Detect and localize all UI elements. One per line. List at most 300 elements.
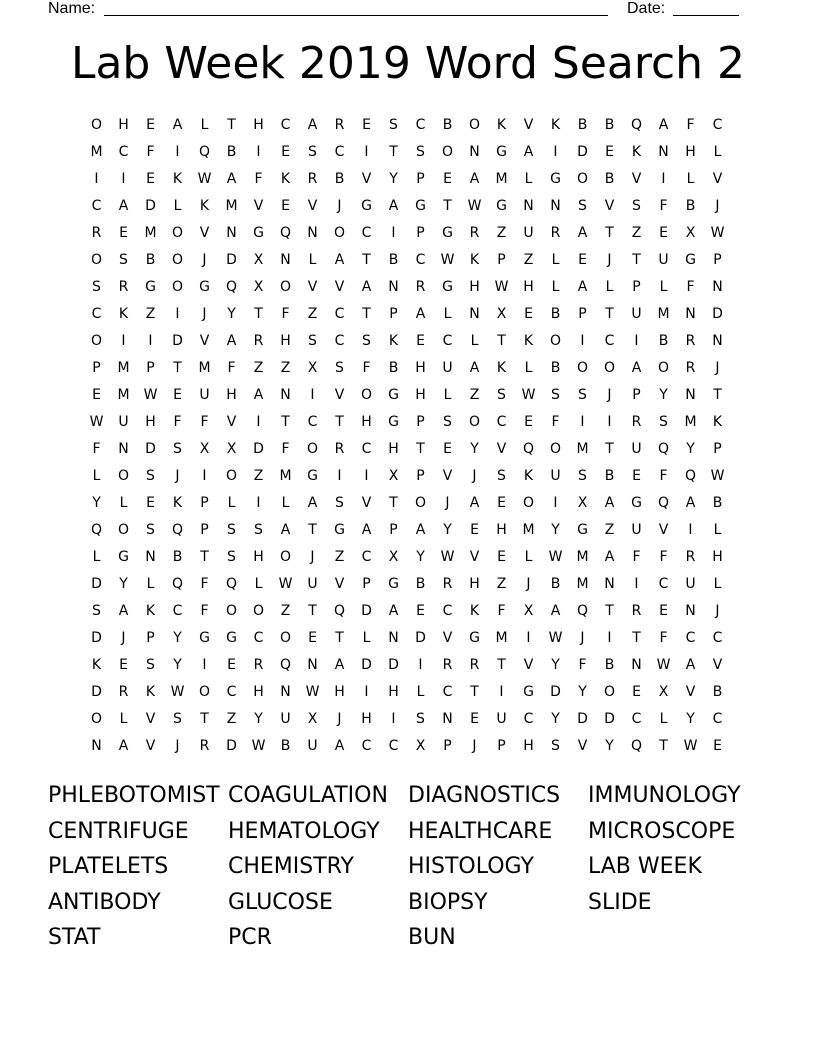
grid-letter: U — [442, 360, 453, 376]
word-list-item: HEALTHCARE — [408, 818, 553, 844]
grid-letter: U — [118, 414, 129, 430]
grid-letter: N — [469, 306, 480, 322]
grid-letter: I — [499, 684, 504, 700]
grid-letter: C — [334, 333, 345, 349]
grid-letter: O — [117, 522, 130, 538]
grid-letter: H — [253, 549, 264, 565]
grid-letter: O — [252, 603, 265, 619]
grid-letter: A — [388, 198, 399, 214]
grid-letter: F — [281, 441, 290, 457]
grid-letter: C — [334, 306, 345, 322]
grid-row — [83, 274, 733, 301]
grid-letter: F — [362, 360, 371, 376]
grid-letter: K — [145, 684, 156, 700]
grid-letter: H — [523, 279, 534, 295]
grid-letter: Z — [334, 549, 345, 565]
grid-row — [83, 463, 733, 490]
grid-letter: M — [576, 441, 589, 457]
grid-letter: M — [279, 468, 292, 484]
word-list-item: BUN — [408, 925, 456, 950]
grid-letter: I — [553, 495, 558, 511]
grid-letter: B — [604, 657, 615, 673]
grid-letter: T — [416, 441, 425, 457]
grid-letter: P — [200, 495, 209, 511]
grid-letter: E — [497, 495, 506, 511]
name-field-line — [104, 15, 608, 16]
grid-letter: P — [416, 468, 425, 484]
grid-letter: B — [280, 738, 291, 754]
grid-letter: O — [171, 279, 184, 295]
grid-letter: J — [715, 198, 720, 214]
grid-letter: Y — [119, 576, 128, 592]
grid-letter: S — [443, 414, 452, 430]
grid-letter: Z — [226, 711, 237, 727]
grid-letter: V — [469, 549, 480, 565]
grid-letter: L — [254, 576, 263, 592]
grid-letter: K — [91, 657, 102, 673]
grid-letter: I — [148, 333, 153, 349]
grid-letter: P — [578, 306, 587, 322]
grid-letter: D — [577, 711, 588, 727]
grid-letter: V — [334, 279, 345, 295]
grid-letter: M — [576, 576, 589, 592]
grid-letter: B — [145, 252, 156, 268]
grid-letter: T — [173, 360, 182, 376]
grid-letter: L — [659, 711, 668, 727]
grid-letter: E — [146, 495, 155, 511]
grid-letter: W — [251, 738, 266, 754]
grid-letter: S — [119, 252, 128, 268]
grid-letter: P — [416, 225, 425, 241]
grid-letter: J — [472, 738, 477, 754]
grid-letter: M — [657, 306, 670, 322]
grid-letter: F — [659, 468, 668, 484]
grid-letter: D — [712, 306, 723, 322]
grid-letter: F — [659, 198, 668, 214]
grid-letter: I — [391, 711, 396, 727]
grid-letter: I — [418, 657, 423, 673]
grid-letter: S — [578, 198, 587, 214]
grid-letter: H — [388, 441, 399, 457]
grid-letter: W — [710, 225, 725, 241]
grid-letter: J — [445, 495, 450, 511]
grid-letter: P — [632, 279, 641, 295]
grid-letter: Y — [686, 711, 695, 727]
grid-row — [83, 544, 733, 571]
grid-letter: J — [607, 252, 612, 268]
grid-row — [83, 301, 733, 328]
grid-letter: L — [416, 684, 425, 700]
name-label: Name: — [48, 0, 96, 17]
grid-letter: X — [388, 468, 399, 484]
grid-letter: A — [307, 495, 318, 511]
grid-letter: B — [577, 117, 588, 133]
grid-letter: I — [688, 522, 693, 538]
grid-letter: A — [226, 171, 237, 187]
grid-letter: L — [173, 198, 182, 214]
grid-letter: J — [715, 360, 720, 376]
grid-letter: C — [91, 198, 102, 214]
grid-letter: K — [550, 117, 561, 133]
grid-letter: K — [496, 117, 507, 133]
grid-letter: W — [197, 171, 212, 187]
grid-letter: Q — [630, 738, 643, 754]
grid-letter: L — [659, 279, 668, 295]
grid-letter: E — [470, 711, 479, 727]
grid-letter: F — [281, 306, 290, 322]
word-list — [48, 780, 768, 958]
grid-row — [83, 247, 733, 274]
grid-letter: D — [145, 441, 156, 457]
grid-row — [83, 652, 733, 679]
grid-letter: A — [307, 117, 318, 133]
grid-letter: L — [524, 171, 533, 187]
grid-letter: B — [388, 360, 399, 376]
grid-letter: N — [685, 387, 696, 403]
grid-letter: W — [683, 738, 698, 754]
grid-letter: R — [469, 657, 480, 673]
grid-letter: B — [550, 306, 561, 322]
grid-letter: N — [550, 198, 561, 214]
grid-letter: A — [118, 603, 129, 619]
grid-letter: F — [200, 603, 209, 619]
grid-letter: G — [226, 630, 237, 646]
grid-letter: J — [607, 387, 612, 403]
grid-letter: Q — [279, 225, 292, 241]
grid-letter: H — [388, 684, 399, 700]
grid-letter: S — [173, 441, 182, 457]
grid-letter: H — [226, 387, 237, 403]
grid-letter: I — [634, 576, 639, 592]
grid-letter: K — [523, 468, 534, 484]
grid-letter: R — [442, 576, 453, 592]
grid-letter: S — [659, 414, 668, 430]
grid-letter: C — [685, 630, 696, 646]
grid-letter: G — [253, 225, 264, 241]
grid-letter: C — [658, 576, 669, 592]
grid-letter: T — [362, 252, 371, 268]
grid-letter: V — [523, 657, 534, 673]
grid-letter: K — [199, 198, 210, 214]
grid-letter: Q — [630, 117, 643, 133]
grid-letter: I — [310, 387, 315, 403]
grid-letter: W — [548, 630, 563, 646]
grid-letter: I — [121, 171, 126, 187]
grid-letter: P — [443, 738, 452, 754]
grid-letter: A — [469, 495, 480, 511]
grid-letter: O — [279, 279, 292, 295]
grid-letter: P — [389, 306, 398, 322]
grid-letter: D — [91, 684, 102, 700]
grid-row — [83, 490, 733, 517]
grid-letter: N — [280, 387, 291, 403]
grid-letter: V — [361, 495, 372, 511]
grid-letter: E — [632, 468, 641, 484]
grid-letter: V — [307, 198, 318, 214]
grid-letter: T — [605, 306, 614, 322]
grid-letter: R — [307, 171, 318, 187]
grid-row — [83, 139, 733, 166]
grid-letter: A — [550, 603, 561, 619]
grid-letter: V — [199, 225, 210, 241]
grid-letter: S — [416, 144, 425, 160]
grid-letter: D — [388, 657, 399, 673]
grid-letter: W — [548, 549, 563, 565]
grid-letter: J — [202, 306, 207, 322]
grid-letter: M — [144, 225, 157, 241]
grid-letter: Z — [496, 225, 507, 241]
grid-letter: C — [604, 333, 615, 349]
grid-letter: R — [334, 441, 345, 457]
grid-letter: O — [171, 225, 184, 241]
grid-letter: T — [308, 522, 317, 538]
grid-letter: I — [256, 495, 261, 511]
grid-letter: R — [199, 738, 210, 754]
grid-letter: L — [281, 495, 290, 511]
grid-row — [83, 355, 733, 382]
grid-letter: I — [580, 333, 585, 349]
grid-letter: L — [146, 576, 155, 592]
grid-letter: E — [281, 144, 290, 160]
grid-row — [83, 166, 733, 193]
grid-letter: S — [362, 333, 371, 349]
grid-letter: Z — [280, 360, 291, 376]
grid-letter: G — [496, 144, 507, 160]
grid-letter: T — [389, 144, 398, 160]
grid-letter: O — [90, 333, 103, 349]
grid-letter: G — [118, 549, 129, 565]
grid-letter: W — [440, 252, 455, 268]
grid-letter: I — [364, 468, 369, 484]
grid-letter: T — [659, 738, 668, 754]
grid-letter: H — [523, 738, 534, 754]
grid-letter: T — [335, 414, 344, 430]
grid-letter: P — [146, 360, 155, 376]
grid-letter: P — [713, 441, 722, 457]
grid-letter: F — [659, 630, 668, 646]
grid-letter: B — [712, 495, 723, 511]
grid-letter: A — [415, 522, 426, 538]
grid-letter: V — [577, 738, 588, 754]
grid-letter: A — [604, 549, 615, 565]
grid-letter: X — [577, 495, 588, 511]
grid-letter: O — [360, 387, 373, 403]
grid-letter: K — [172, 171, 183, 187]
grid-letter: T — [605, 441, 614, 457]
grid-letter: S — [227, 522, 236, 538]
grid-letter: K — [496, 360, 507, 376]
grid-letter: W — [656, 657, 671, 673]
grid-letter: I — [607, 414, 612, 430]
grid-letter: X — [199, 441, 210, 457]
grid-letter: U — [523, 225, 534, 241]
grid-letter: E — [92, 387, 101, 403]
grid-letter: T — [200, 549, 209, 565]
grid-letter: S — [308, 333, 317, 349]
grid-letter: O — [90, 252, 103, 268]
grid-letter: Z — [523, 252, 534, 268]
grid-letter: D — [253, 441, 264, 457]
grid-letter: Y — [227, 306, 236, 322]
grid-letter: V — [307, 279, 318, 295]
grid-letter: V — [145, 738, 156, 754]
grid-letter: F — [686, 279, 695, 295]
grid-letter: M — [225, 198, 238, 214]
grid-letter: M — [117, 360, 130, 376]
grid-letter: T — [389, 495, 398, 511]
grid-letter: A — [334, 738, 345, 754]
word-list-item: HISTOLOGY — [408, 854, 534, 879]
grid-letter: Q — [225, 576, 238, 592]
grid-letter: B — [226, 144, 237, 160]
grid-letter: L — [362, 630, 371, 646]
grid-letter: A — [361, 522, 372, 538]
grid-letter: H — [469, 576, 480, 592]
grid-letter: R — [685, 549, 696, 565]
grid-letter: P — [92, 360, 101, 376]
grid-letter: Q — [171, 522, 184, 538]
grid-row — [83, 220, 733, 247]
grid-letter: F — [254, 171, 263, 187]
grid-letter: U — [658, 252, 669, 268]
grid-letter: B — [604, 171, 615, 187]
grid-letter: Z — [280, 603, 291, 619]
grid-letter: Y — [551, 657, 560, 673]
grid-letter: O — [90, 711, 103, 727]
grid-letter: C — [442, 603, 453, 619]
grid-letter: U — [631, 522, 642, 538]
grid-letter: O — [522, 495, 535, 511]
grid-letter: E — [119, 225, 128, 241]
grid-letter: H — [496, 522, 507, 538]
grid-letter: I — [256, 144, 261, 160]
grid-letter: I — [391, 225, 396, 241]
grid-row — [83, 706, 733, 733]
grid-letter: W — [305, 684, 320, 700]
grid-letter: D — [550, 684, 561, 700]
grid-letter: A — [226, 333, 237, 349]
grid-letter: X — [415, 738, 426, 754]
grid-letter: A — [280, 522, 291, 538]
grid-letter: L — [443, 306, 452, 322]
grid-letter: C — [361, 225, 372, 241]
grid-letter: F — [200, 414, 209, 430]
word-list-item: STAT — [48, 925, 101, 950]
grid-row — [83, 598, 733, 625]
grid-letter: N — [388, 630, 399, 646]
grid-letter: H — [712, 549, 723, 565]
grid-letter: E — [308, 630, 317, 646]
grid-letter: L — [92, 549, 101, 565]
grid-letter: D — [91, 630, 102, 646]
grid-letter: I — [553, 144, 558, 160]
grid-letter: I — [175, 306, 180, 322]
grid-letter: Z — [307, 306, 318, 322]
grid-letter: Y — [578, 684, 587, 700]
grid-letter: M — [684, 414, 697, 430]
grid-letter: V — [334, 387, 345, 403]
grid-letter: X — [388, 549, 399, 565]
grid-letter: F — [632, 549, 641, 565]
grid-letter: V — [712, 657, 723, 673]
grid-row — [83, 436, 733, 463]
grid-letter: H — [280, 333, 291, 349]
grid-letter: I — [526, 630, 531, 646]
grid-letter: Y — [551, 522, 560, 538]
grid-letter: E — [632, 684, 641, 700]
grid-letter: G — [199, 279, 210, 295]
grid-letter: C — [631, 711, 642, 727]
grid-letter: F — [578, 657, 587, 673]
word-list-item: BIOPSY — [408, 889, 488, 915]
grid-letter: C — [361, 441, 372, 457]
grid-letter: N — [118, 441, 129, 457]
word-list-item: SLIDE — [588, 889, 652, 915]
grid-letter: Y — [551, 711, 560, 727]
grid-letter: W — [278, 576, 293, 592]
grid-letter: C — [415, 117, 426, 133]
grid-letter: T — [254, 306, 263, 322]
grid-letter: M — [522, 522, 535, 538]
grid-letter: O — [576, 360, 589, 376]
grid-letter: I — [580, 414, 585, 430]
grid-row — [83, 679, 733, 706]
grid-row — [83, 112, 733, 139]
grid-letter: A — [388, 603, 399, 619]
grid-row — [83, 409, 733, 436]
grid-letter: N — [685, 603, 696, 619]
grid-letter: N — [307, 657, 318, 673]
grid-letter: A — [172, 117, 183, 133]
grid-letter: P — [389, 522, 398, 538]
grid-row — [83, 625, 733, 652]
grid-letter: Y — [254, 711, 263, 727]
grid-letter: X — [253, 279, 264, 295]
grid-letter: Z — [253, 468, 264, 484]
word-list-item: DIAGNOSTICS — [408, 783, 561, 808]
grid-letter: R — [550, 225, 561, 241]
grid-letter: S — [335, 360, 344, 376]
grid-letter: G — [307, 468, 318, 484]
page-title: Lab Week 2019 Word Search 2 — [70, 38, 746, 89]
grid-letter: D — [361, 657, 372, 673]
grid-letter: C — [523, 711, 534, 727]
grid-letter: U — [307, 576, 318, 592]
grid-letter: R — [118, 684, 129, 700]
grid-row — [83, 571, 733, 598]
grid-letter: T — [470, 684, 479, 700]
grid-letter: T — [497, 657, 506, 673]
grid-letter: S — [335, 495, 344, 511]
grid-letter: O — [603, 360, 616, 376]
word-list-item: PCR — [228, 925, 272, 950]
grid-letter: H — [415, 387, 426, 403]
grid-letter: R — [253, 657, 264, 673]
grid-letter: C — [118, 144, 129, 160]
grid-row — [83, 517, 733, 544]
grid-letter: Q — [684, 468, 697, 484]
grid-letter: V — [145, 711, 156, 727]
word-list-item: MICROSCOPE — [588, 818, 736, 844]
grid-letter: U — [631, 441, 642, 457]
grid-letter: C — [712, 117, 723, 133]
grid-letter: E — [524, 306, 533, 322]
grid-letter: L — [200, 117, 209, 133]
grid-letter: S — [92, 279, 101, 295]
grid-letter: K — [145, 603, 156, 619]
grid-letter: F — [146, 144, 155, 160]
grid-letter: N — [226, 225, 237, 241]
